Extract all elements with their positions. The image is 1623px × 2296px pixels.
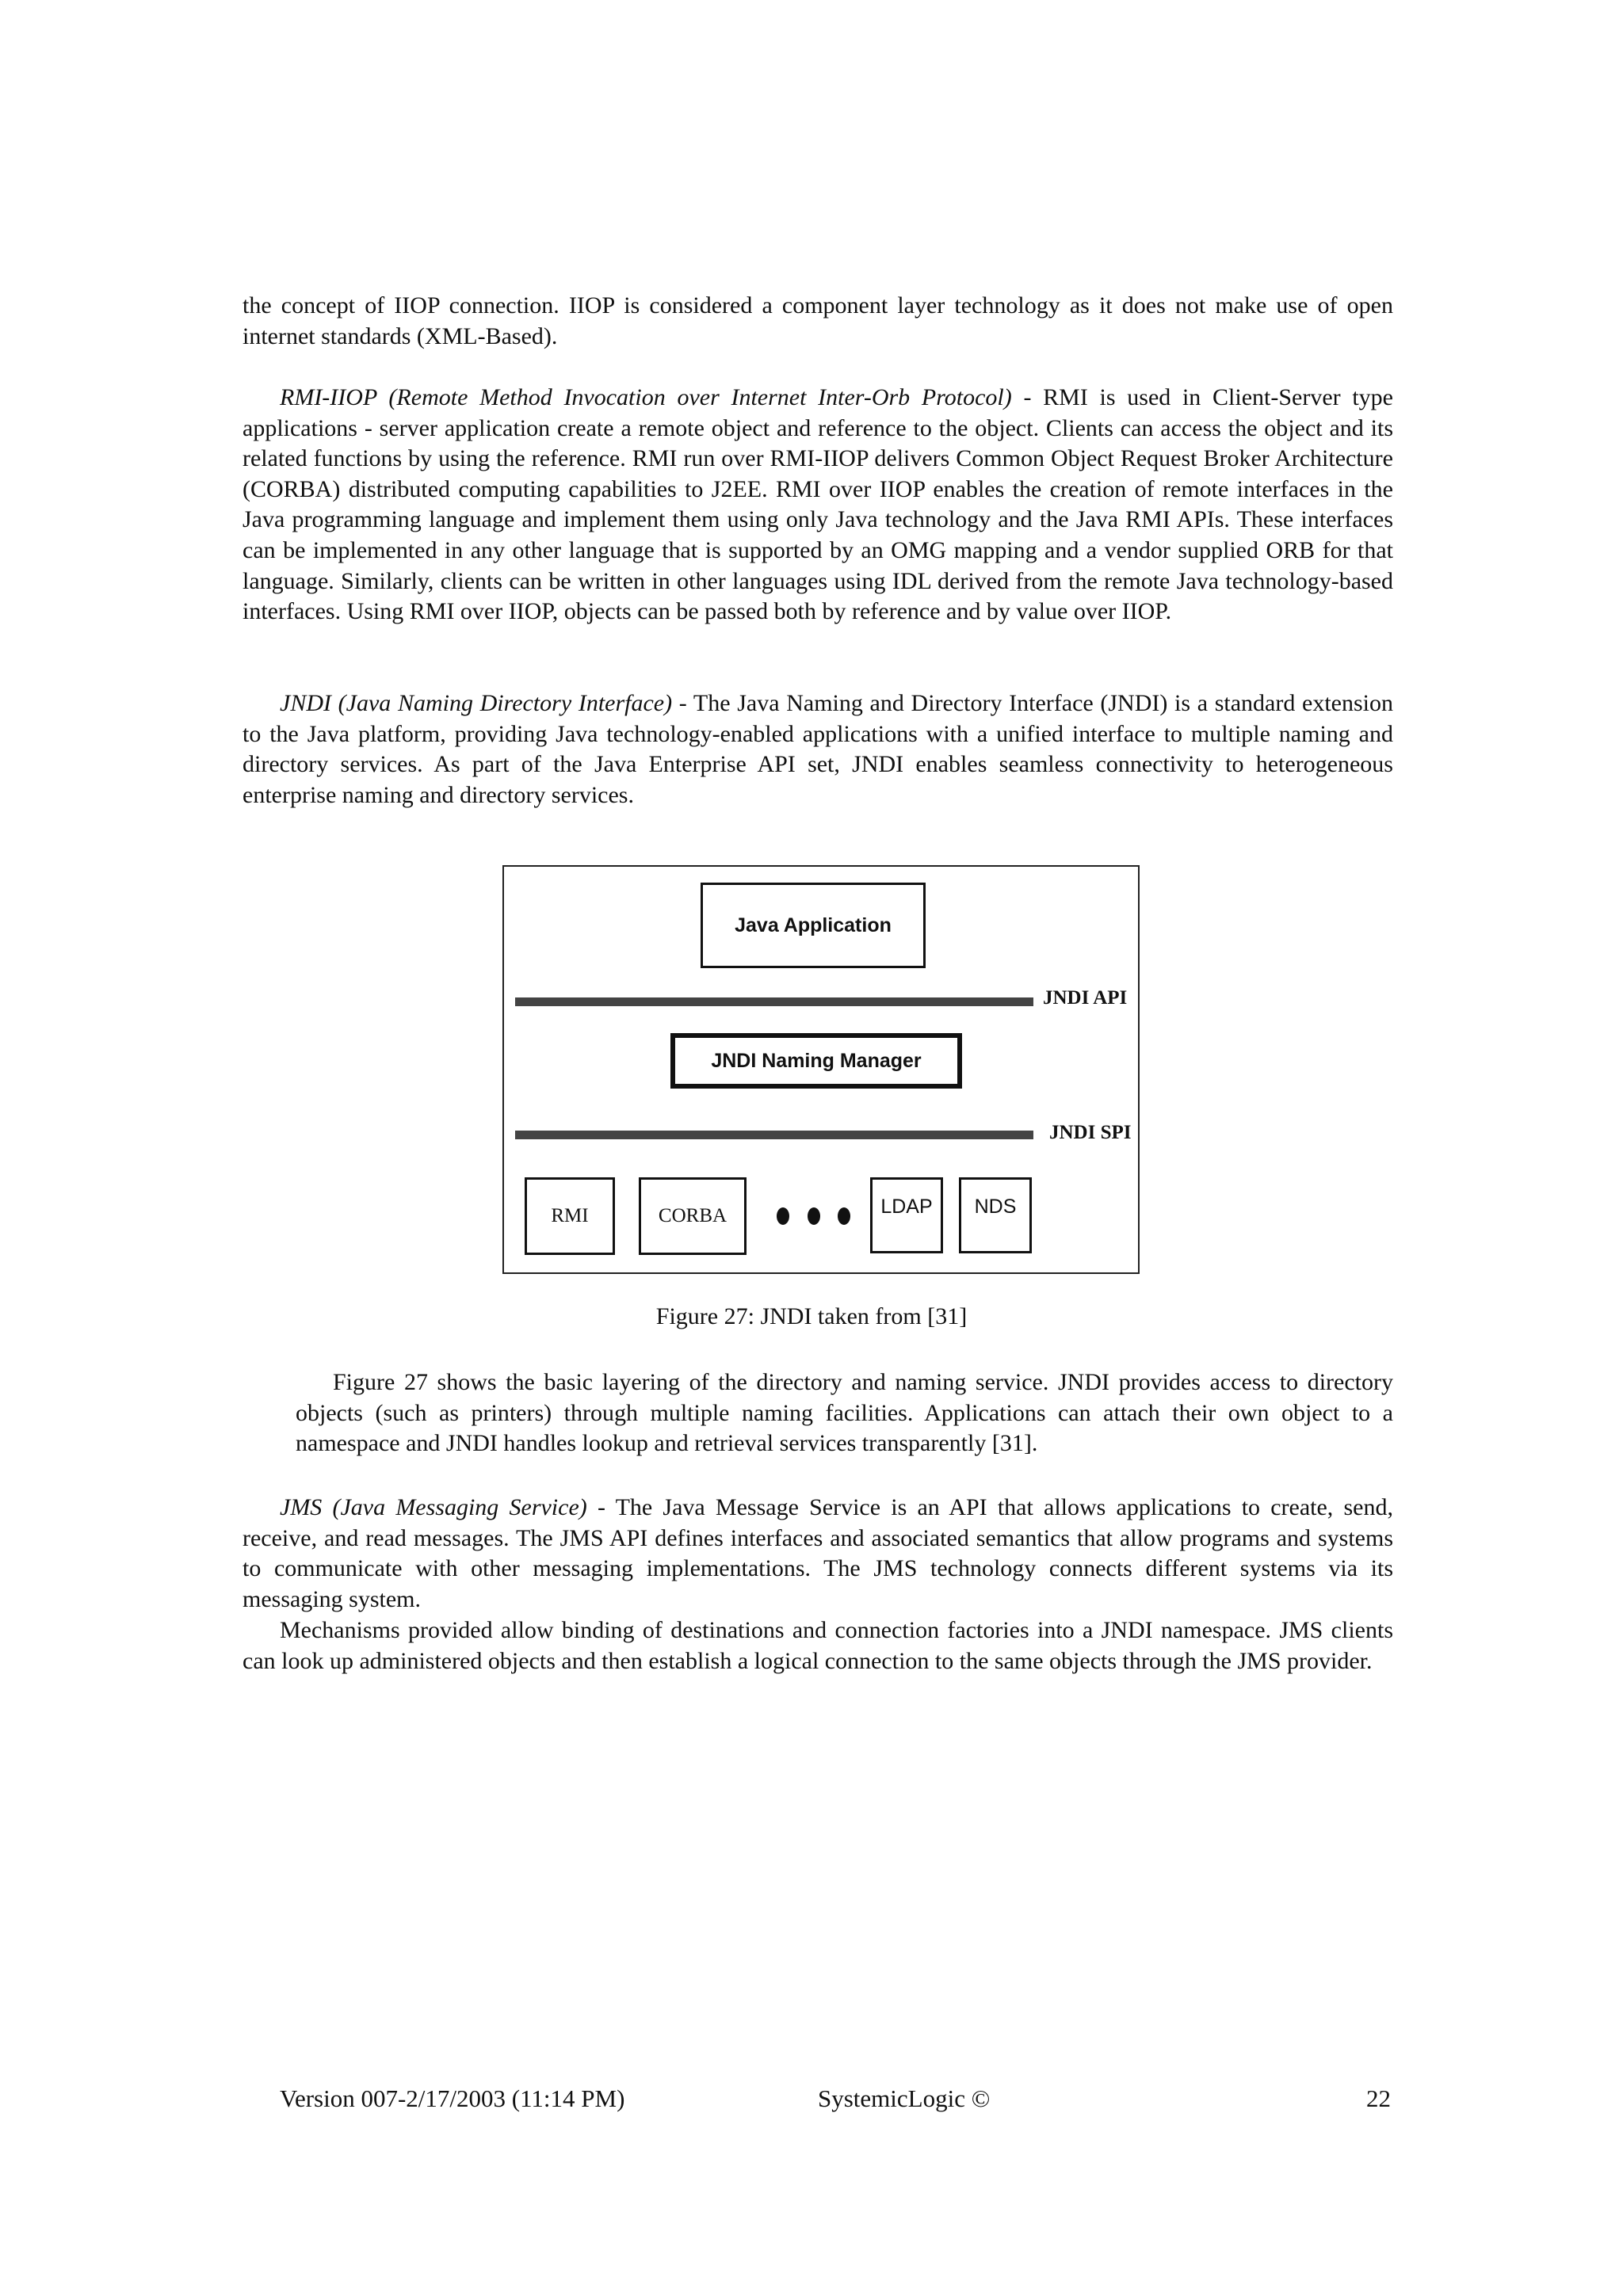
nds-provider-box: NDS [959,1177,1032,1253]
paragraph-jms [242,1493,1393,1615]
paragraph-figure-description: Figure 27 shows the basic layering of the directory and naming service. JNDI provides access to directory objects (such as printers) through multiple naming facilities. Applications can attach their own object to a namespace and JNDI handles lookup and retrieval services transparently [31]. [296,1369,1393,1457]
paragraph-rmi-iiop [242,383,1393,627]
term-rmi-iiop: RMI-IIOP (Remote Method Invocation over Internet Inter-Orb Protocol) [280,384,1012,410]
paragraph-jndi [242,688,1393,810]
figure-caption: Figure 27: JNDI taken from [31] [655,1303,968,1329]
text-jms: - The Java Message Service is an API that allows applications to create, send, receive, and read messages. The JMS API defines interfaces and associated semantics that allow programs and systems to communicate with other messaging implementations. The JMS technology connects different systems via its messaging system. [242,1494,1393,1612]
java-application-box: Java Application [701,883,926,968]
jndi-api-layer-bar [515,997,1033,1006]
ellipsis-dot [808,1207,820,1225]
rmi-provider-box: RMI [525,1177,615,1255]
corba-provider-box: CORBA [639,1177,747,1255]
jndi-spi-layer-bar [515,1131,1033,1139]
jndi-naming-manager-box: JNDI Naming Manager [670,1033,962,1089]
paragraph-iiop-continuation: the concept of IIOP connection. IIOP is considered a component layer technology as it does not make use of open internet standards (XML-Based). [242,292,1393,349]
footer-page-number: 22 [1366,2084,1391,2112]
text-jndi: - The Java Naming and Directory Interface (JNDI) is a standard extension to the Java platform, providing Java technology-enabled applications with a unified interface to multiple naming and directory services. As part of the Java Enterprise API set, JNDI enables seamless connectivity to heterogeneous enterprise naming and directory services. [242,690,1393,808]
term-jndi: JNDI (Java Naming Directory Interface) [280,690,673,716]
footer-company: SystemicLogic © [818,2084,991,2112]
ldap-provider-box: LDAP [870,1177,943,1253]
jndi-api-label: JNDI API [1043,987,1128,1009]
ellipsis-dot [777,1207,789,1225]
jndi-spi-label: JNDI SPI [1049,1122,1132,1143]
jndi-architecture-diagram [502,865,1140,1274]
footer-version: Version 007-2/17/2003 (11:14 PM) [280,2084,625,2112]
paragraph-jms-mechanisms: Mechanisms provided allow binding of destinations and connection factories into a JNDI namespace. JMS clients can look up administered objects and then establish a logical connection to the same objects through the JMS provider. [242,1617,1393,1674]
ellipsis-dot [838,1207,850,1225]
term-jms: JMS (Java Messaging Service) [280,1494,587,1520]
text-rmi-iiop: - RMI is used in Client-Server type applications - server application create a remote object and reference to the object. Clients can access the object and its related functions by using the reference. RMI run over RMI-IIOP delivers Common Object Request Broker Architecture (CORBA) distributed computing capabilities to J2EE. RMI over IIOP enables the creation of remote interfaces in the Java programming language and implement them using only Java technology and the Java RMI APIs. These interfaces can be implemented in any other language that is supported by an OMG mapping and a vendor supplied ORB for that language. Similarly, clients can be written in other languages using IDL derived from the remote Java technology-based interfaces. Using RMI over IIOP, objects can be passed both by reference and by value over IIOP. [242,384,1393,625]
